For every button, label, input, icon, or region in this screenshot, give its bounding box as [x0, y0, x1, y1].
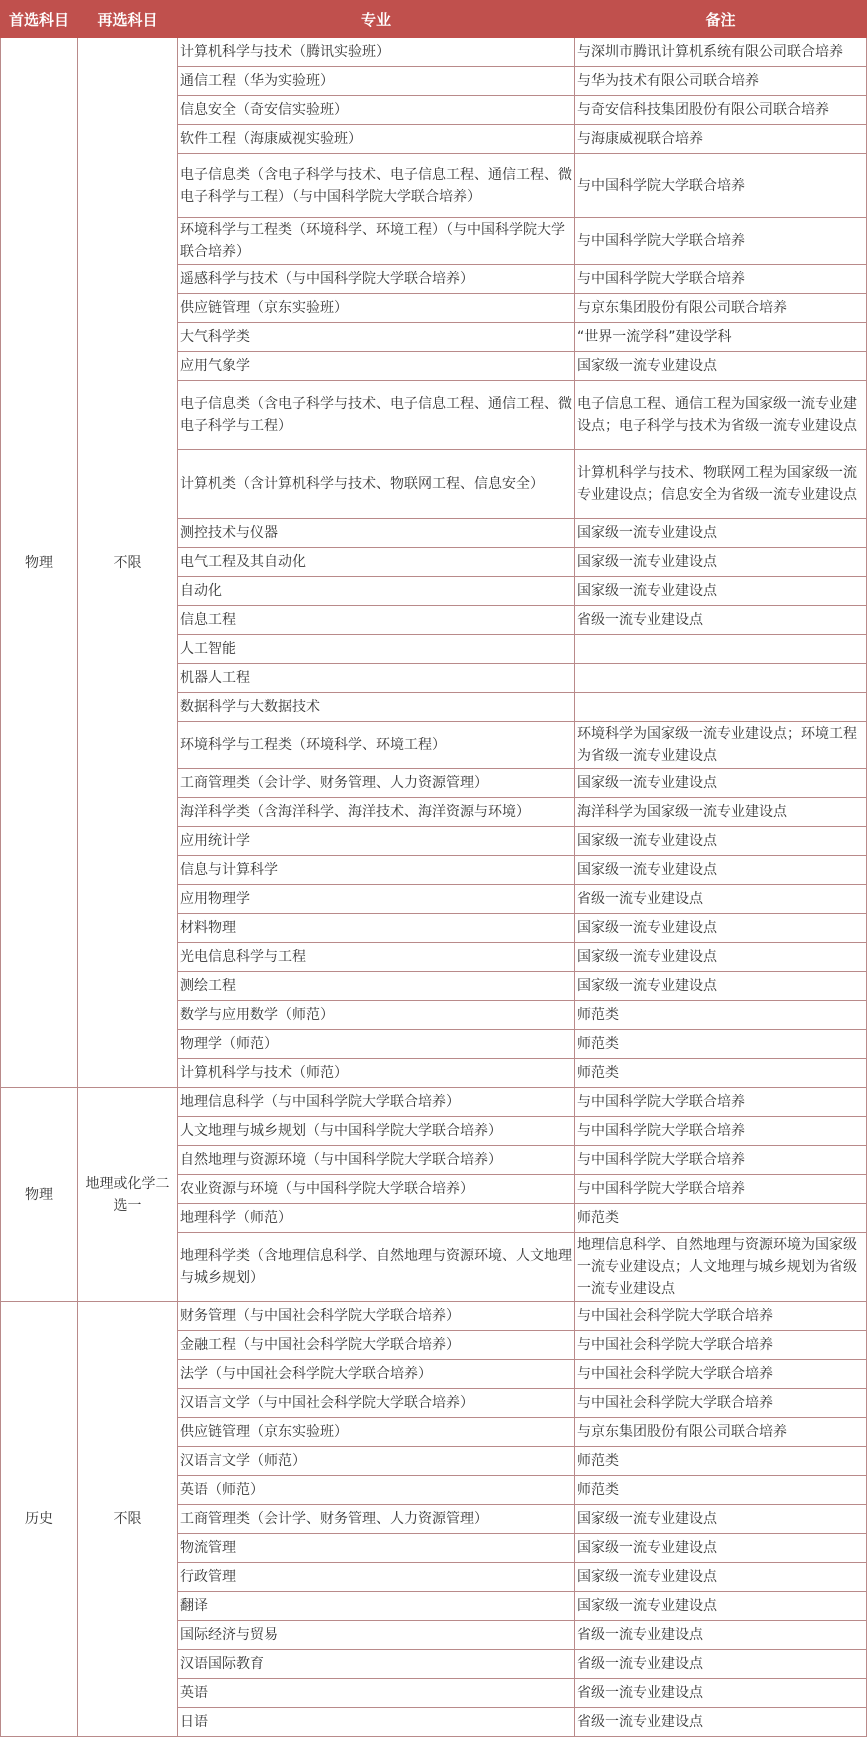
note-cell: 与海康威视联合培养	[575, 125, 867, 154]
table-header	[1, 1, 867, 38]
note-cell: 与中国社会科学院大学联合培养	[575, 1360, 867, 1389]
note-cell: 国家级一流专业建设点	[575, 548, 867, 577]
major-cell: 翻译	[178, 1592, 575, 1621]
major-cell: 信息安全（奇安信实验班）	[178, 96, 575, 125]
note-cell: 与中国科学院大学联合培养	[575, 218, 867, 265]
note-cell: 国家级一流专业建设点	[575, 769, 867, 798]
major-cell: 汉语国际教育	[178, 1650, 575, 1679]
major-cell: 计算机类（含计算机科学与技术、物联网工程、信息安全）	[178, 450, 575, 519]
note-cell: 电子信息工程、通信工程为国家级一流专业建设点；电子科学与技术为省级一流专业建设点	[575, 381, 867, 450]
major-cell: 地理科学（师范）	[178, 1204, 575, 1233]
major-cell: 数据科学与大数据技术	[178, 693, 575, 722]
major-cell: 应用统计学	[178, 827, 575, 856]
note-cell: 师范类	[575, 1204, 867, 1233]
major-cell: 汉语言文学（与中国社会科学院大学联合培养）	[178, 1389, 575, 1418]
major-cell: 通信工程（华为实验班）	[178, 67, 575, 96]
major-cell: 财务管理（与中国社会科学院大学联合培养）	[178, 1302, 575, 1331]
table-row	[1, 1088, 867, 1117]
note-cell: 国家级一流专业建设点	[575, 352, 867, 381]
major-cell: 光电信息科学与工程	[178, 943, 575, 972]
note-cell: 计算机科学与技术、物联网工程为国家级一流专业建设点；信息安全为省级一流专业建设点	[575, 450, 867, 519]
major-cell: 软件工程（海康威视实验班）	[178, 125, 575, 154]
note-cell: 师范类	[575, 1059, 867, 1088]
note-cell: 省级一流专业建设点	[575, 1679, 867, 1708]
note-cell: 国家级一流专业建设点	[575, 943, 867, 972]
major-cell: 环境科学与工程类（环境科学、环境工程）	[178, 722, 575, 769]
table-body	[1, 38, 867, 1737]
note-cell: 省级一流专业建设点	[575, 606, 867, 635]
note-cell: 海洋科学为国家级一流专业建设点	[575, 798, 867, 827]
note-cell: 环境科学为国家级一流专业建设点；环境工程为省级一流专业建设点	[575, 722, 867, 769]
note-cell: 与中国科学院大学联合培养	[575, 1088, 867, 1117]
table-row	[1, 1302, 867, 1331]
major-cell: 地理科学类（含地理信息科学、自然地理与资源环境、人文地理与城乡规划）	[178, 1233, 575, 1302]
major-cell: 大气科学类	[178, 323, 575, 352]
major-cell: 自然地理与资源环境（与中国科学院大学联合培养）	[178, 1146, 575, 1175]
note-cell: 与奇安信科技集团股份有限公司联合培养	[575, 96, 867, 125]
major-cell: 英语	[178, 1679, 575, 1708]
major-cell: 计算机科学与技术（腾讯实验班）	[178, 38, 575, 67]
major-cell: 应用物理学	[178, 885, 575, 914]
header-first-subject: 首选科目	[1, 1, 78, 38]
major-cell: 电气工程及其自动化	[178, 548, 575, 577]
major-cell: 工商管理类（会计学、财务管理、人力资源管理）	[178, 769, 575, 798]
major-cell: 日语	[178, 1708, 575, 1737]
note-cell: 国家级一流专业建设点	[575, 1534, 867, 1563]
major-cell: 人文地理与城乡规划（与中国科学院大学联合培养）	[178, 1117, 575, 1146]
major-cell: 英语（师范）	[178, 1476, 575, 1505]
note-cell: 国家级一流专业建设点	[575, 1563, 867, 1592]
note-cell: 师范类	[575, 1001, 867, 1030]
note-cell: 与中国社会科学院大学联合培养	[575, 1331, 867, 1360]
major-cell: 行政管理	[178, 1563, 575, 1592]
major-cell: 汉语言文学（师范）	[178, 1447, 575, 1476]
note-cell: 省级一流专业建设点	[575, 1621, 867, 1650]
header-note: 备注	[575, 1, 867, 38]
note-cell: 国家级一流专业建设点	[575, 519, 867, 548]
note-cell	[575, 635, 867, 664]
major-cell: 农业资源与环境（与中国科学院大学联合培养）	[178, 1175, 575, 1204]
note-cell: 地理信息科学、自然地理与资源环境为国家级一流专业建设点；人文地理与城乡规划为省级一流专业建设点	[575, 1233, 867, 1302]
major-cell: 供应链管理（京东实验班）	[178, 294, 575, 323]
note-cell: 与华为技术有限公司联合培养	[575, 67, 867, 96]
note-cell: 国家级一流专业建设点	[575, 1592, 867, 1621]
note-cell: 与中国科学院大学联合培养	[575, 154, 867, 218]
second-subject-cell: 不限	[78, 38, 178, 1088]
note-cell: 与京东集团股份有限公司联合培养	[575, 1418, 867, 1447]
note-cell: 与中国社会科学院大学联合培养	[575, 1389, 867, 1418]
header-second-subject: 再选科目	[78, 1, 178, 38]
major-cell: 环境科学与工程类（环境科学、环境工程）（与中国科学院大学联合培养）	[178, 218, 575, 265]
major-cell: 金融工程（与中国社会科学院大学联合培养）	[178, 1331, 575, 1360]
first-subject-cell: 物理	[1, 38, 78, 1088]
major-cell: 信息与计算科学	[178, 856, 575, 885]
first-subject-cell: 历史	[1, 1302, 78, 1737]
note-cell: 与京东集团股份有限公司联合培养	[575, 294, 867, 323]
major-cell: 人工智能	[178, 635, 575, 664]
second-subject-cell: 不限	[78, 1302, 178, 1737]
note-cell: 与深圳市腾讯计算机系统有限公司联合培养	[575, 38, 867, 67]
major-cell: 自动化	[178, 577, 575, 606]
note-cell: 国家级一流专业建设点	[575, 1505, 867, 1534]
major-cell: 海洋科学类（含海洋科学、海洋技术、海洋资源与环境）	[178, 798, 575, 827]
second-subject-cell: 地理或化学二选一	[78, 1088, 178, 1302]
major-cell: 物理学（师范）	[178, 1030, 575, 1059]
note-cell	[575, 693, 867, 722]
note-cell: “世界一流学科”建设学科	[575, 323, 867, 352]
major-cell: 法学（与中国社会科学院大学联合培养）	[178, 1360, 575, 1389]
major-cell: 数学与应用数学（师范）	[178, 1001, 575, 1030]
major-cell: 物流管理	[178, 1534, 575, 1563]
major-cell: 机器人工程	[178, 664, 575, 693]
note-cell: 省级一流专业建设点	[575, 1650, 867, 1679]
major-cell: 电子信息类（含电子科学与技术、电子信息工程、通信工程、微电子科学与工程）（与中国科学院大学联合培养）	[178, 154, 575, 218]
major-cell: 工商管理类（会计学、财务管理、人力资源管理）	[178, 1505, 575, 1534]
note-cell: 国家级一流专业建设点	[575, 827, 867, 856]
note-cell: 与中国科学院大学联合培养	[575, 1175, 867, 1204]
major-cell: 应用气象学	[178, 352, 575, 381]
note-cell: 师范类	[575, 1030, 867, 1059]
major-cell: 材料物理	[178, 914, 575, 943]
first-subject-cell: 物理	[1, 1088, 78, 1302]
note-cell: 师范类	[575, 1476, 867, 1505]
major-cell: 信息工程	[178, 606, 575, 635]
note-cell: 与中国科学院大学联合培养	[575, 1146, 867, 1175]
note-cell: 国家级一流专业建设点	[575, 856, 867, 885]
note-cell	[575, 664, 867, 693]
note-cell: 国家级一流专业建设点	[575, 972, 867, 1001]
major-cell: 电子信息类（含电子科学与技术、电子信息工程、通信工程、微电子科学与工程）	[178, 381, 575, 450]
note-cell: 省级一流专业建设点	[575, 885, 867, 914]
major-cell: 测绘工程	[178, 972, 575, 1001]
note-cell: 与中国科学院大学联合培养	[575, 265, 867, 294]
note-cell: 国家级一流专业建设点	[575, 577, 867, 606]
header-major: 专业	[178, 1, 575, 38]
major-cell: 测控技术与仪器	[178, 519, 575, 548]
major-cell: 国际经济与贸易	[178, 1621, 575, 1650]
note-cell: 师范类	[575, 1447, 867, 1476]
note-cell: 与中国科学院大学联合培养	[575, 1117, 867, 1146]
note-cell: 省级一流专业建设点	[575, 1708, 867, 1737]
note-cell: 与中国社会科学院大学联合培养	[575, 1302, 867, 1331]
major-cell: 遥感科学与技术（与中国科学院大学联合培养）	[178, 265, 575, 294]
major-cell: 计算机科学与技术（师范）	[178, 1059, 575, 1088]
major-cell: 供应链管理（京东实验班）	[178, 1418, 575, 1447]
table-row	[1, 38, 867, 67]
note-cell: 国家级一流专业建设点	[575, 914, 867, 943]
major-cell: 地理信息科学（与中国科学院大学联合培养）	[178, 1088, 575, 1117]
